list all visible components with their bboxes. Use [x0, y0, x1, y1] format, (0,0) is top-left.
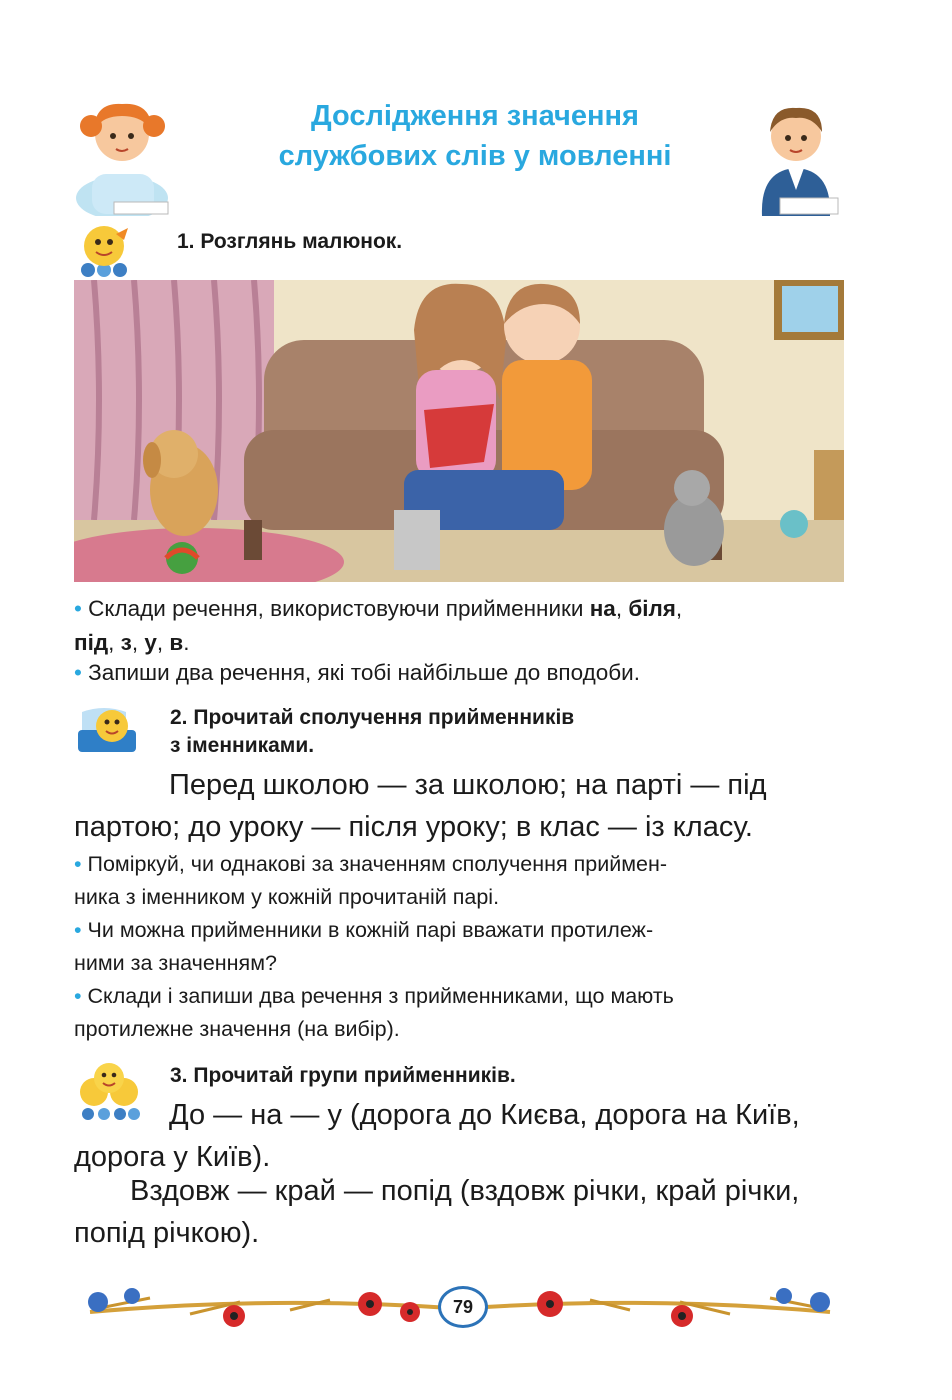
girl-illustration	[74, 94, 184, 216]
boy-illustration	[750, 98, 842, 216]
prep-v: в	[169, 630, 184, 655]
task2-heading-line1: 2. Прочитай сполучення прийменників	[170, 706, 575, 729]
task3-p2-line1: Вздовж — край — попід (вздовж річки, край річки,	[130, 1175, 800, 1207]
smiley-book-icon	[74, 704, 140, 754]
task2-heading-line2: з іменниками.	[170, 734, 315, 757]
bullet-text: Склади речення, використовуючи прийменники	[88, 596, 590, 621]
prep-z: з	[120, 630, 132, 655]
task2-b3-line1: Склади і запиши два речення з прийменниками, що мають	[87, 984, 674, 1008]
task2-text-line1: Перед школою — за школою; на парті — під	[169, 769, 767, 801]
task3-p2-line2: попід річкою).	[74, 1217, 260, 1249]
bullet-marker: •	[74, 918, 82, 942]
period: .	[183, 630, 190, 655]
task2-b2-line2: ними за значенням?	[74, 951, 277, 975]
task2-b1-line1: Поміркуй, чи однакові за значенням сполучення приймен-	[87, 852, 668, 876]
task2-b1-line2: ника з іменником у кожній прочитаній парі.	[74, 885, 500, 909]
prep-u: у	[144, 630, 157, 655]
separator: ,	[131, 630, 145, 655]
separator: ,	[675, 596, 683, 621]
task3-p1-line2: дорога у Київ).	[74, 1141, 271, 1173]
task1-bullet2	[74, 656, 864, 690]
bullet-marker: •	[74, 984, 82, 1008]
separator: ,	[156, 630, 170, 655]
task2-b2-line1: Чи можна прийменники в кожній парі вважати протилеж-	[87, 918, 654, 942]
smiley-gear-icon	[74, 220, 136, 278]
children-reading-illustration	[74, 280, 844, 582]
task2-bullets	[74, 848, 874, 1046]
task1-heading: 1. Розглянь малюнок.	[177, 230, 403, 253]
page-title	[180, 96, 770, 176]
prep-pid: під	[74, 630, 109, 655]
bullet-marker: •	[74, 660, 82, 685]
page-title-line1: Дослідження значення	[311, 100, 639, 132]
task3-paragraph1	[74, 1094, 874, 1178]
task2-heading	[170, 704, 574, 760]
task2-b3-line2: протилежне значення (на вибір).	[74, 1017, 400, 1041]
task3-heading: 3. Прочитай групи прийменників.	[170, 1064, 516, 1087]
prep-na: на	[589, 596, 616, 621]
separator: ,	[615, 596, 629, 621]
bullet-marker: •	[74, 596, 82, 621]
prep-bilia: біля	[628, 596, 676, 621]
task2-text	[74, 764, 874, 848]
task3-p1-line1: До — на — у (дорога до Києва, дорога на Київ,	[169, 1099, 800, 1131]
task1-bullet1	[74, 592, 864, 660]
task2-text-line2: партою; до уроку — після уроку; в клас — із класу.	[74, 811, 753, 843]
bullet-marker: •	[74, 852, 82, 876]
page-title-line2: службових слів у мовленні	[278, 140, 672, 172]
task3-paragraph2	[74, 1170, 874, 1254]
bullet-text: Запиши два речення, які тобі найбільше до вподоби.	[88, 660, 640, 685]
page-number: 79	[438, 1286, 488, 1328]
separator: ,	[108, 630, 121, 655]
